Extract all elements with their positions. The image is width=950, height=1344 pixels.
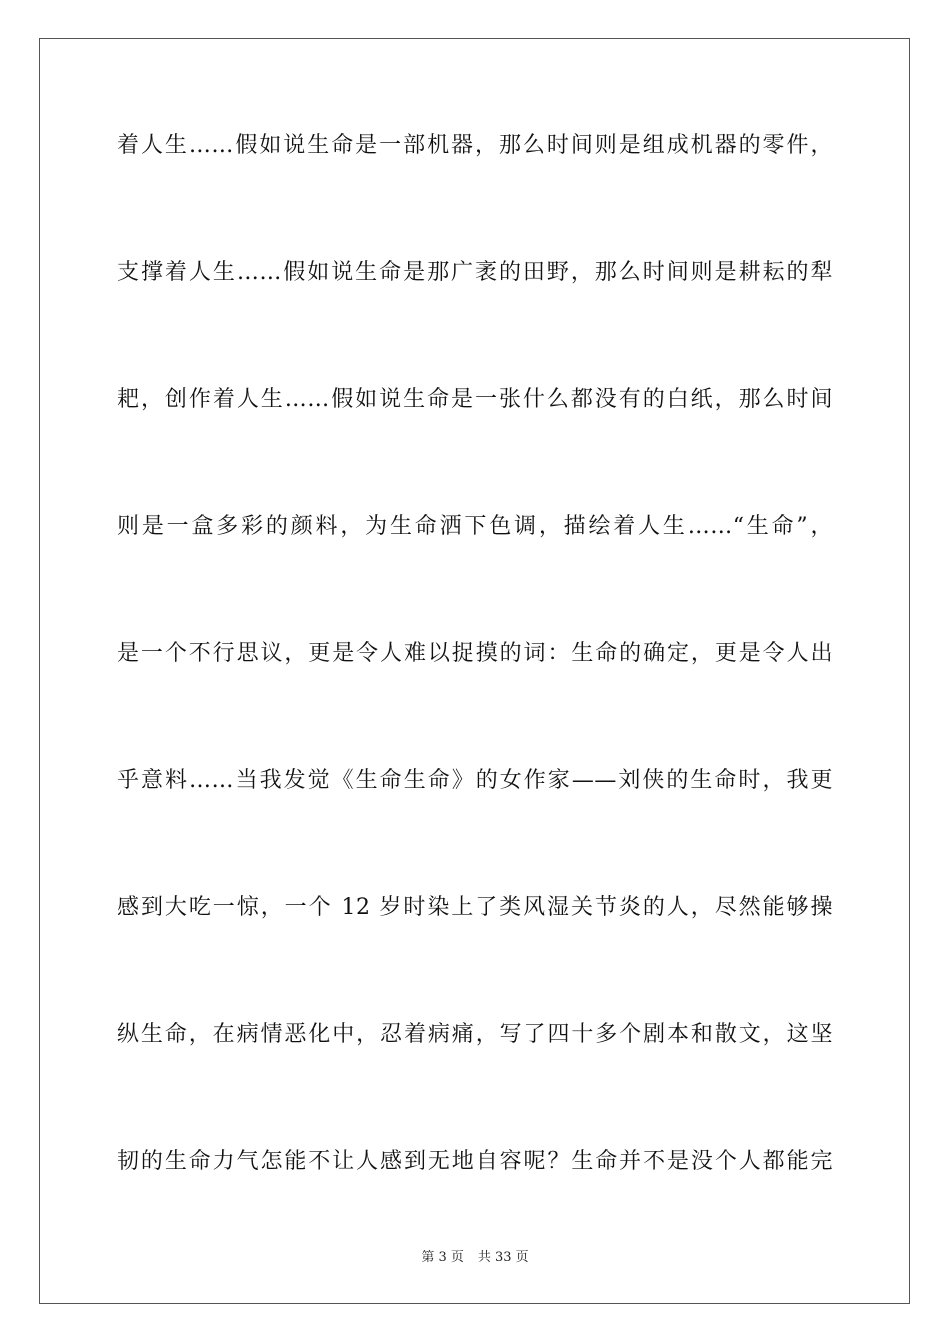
document-body bbox=[117, 126, 833, 1269]
text-line: 着人生……假如说生命是一部机器，那么时间则是组成机器的零件， bbox=[117, 133, 833, 158]
text-line: 纵生命，在病情恶化中，忍着病痛，写了四十多个剧本和散文，这坚 bbox=[117, 1022, 833, 1047]
text-line: 是一个不行思议，更是令人难以捉摸的词：生命的确定，更是令人出 bbox=[117, 641, 833, 666]
page-footer bbox=[0, 1246, 950, 1265]
text-line: 耙，创作着人生……假如说生命是一张什么都没有的白纸，那么时间 bbox=[117, 387, 833, 412]
page-total: 共 33 页 bbox=[477, 1250, 529, 1265]
text-line: 支撑着人生……假如说生命是那广袤的田野，那么时间则是耕耘的犁 bbox=[117, 260, 833, 285]
text-line: 则是一盒多彩的颜料，为生命洒下色调，描绘着人生……“生命”， bbox=[117, 514, 833, 539]
page-number: 第 3 页 bbox=[421, 1250, 464, 1265]
text-line: 乎意料……当我发觉《生命生命》的女作家——刘侠的生命时，我更 bbox=[117, 768, 833, 793]
text-line: 感到大吃一惊，一个 12 岁时染上了类风湿关节炎的人，尽然能够操 bbox=[117, 895, 833, 920]
text-line: 韧的生命力气怎能不让人感到无地自容呢？生命并不是没个人都能完 bbox=[117, 1149, 833, 1174]
